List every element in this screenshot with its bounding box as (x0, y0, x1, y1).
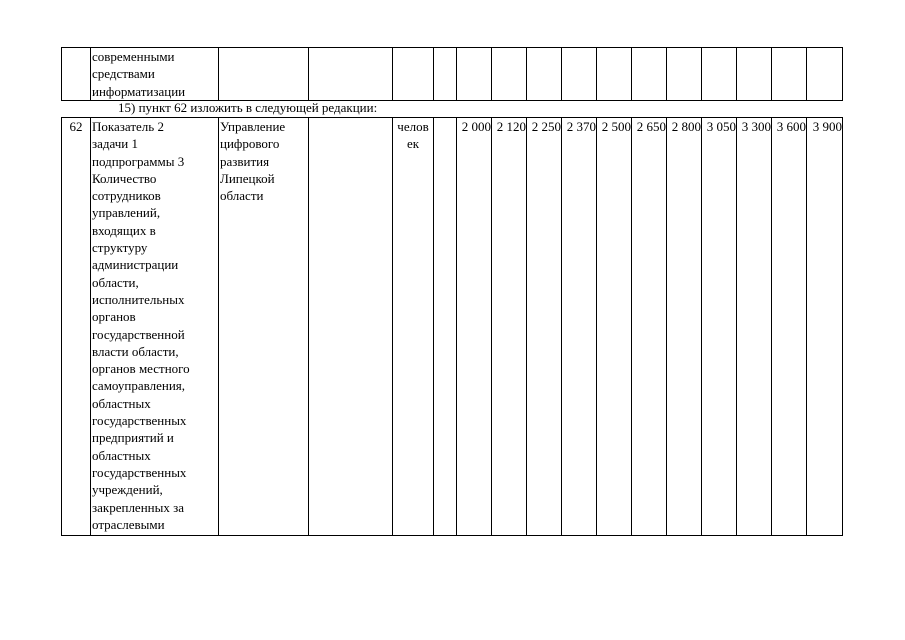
value-cell: 2 120 (492, 118, 527, 536)
value-cell (772, 48, 807, 101)
indicator-line: самоуправления, (92, 378, 186, 394)
indicator-line: современными (92, 49, 175, 64)
executor-line: Управление (220, 119, 286, 134)
empty-cell (309, 118, 393, 536)
value-cell: 2 800 (667, 118, 702, 536)
indicator-cell (91, 48, 219, 101)
table-top-fragment (61, 47, 843, 101)
indicator-line: учреждений, (92, 482, 163, 498)
indicator-line: информатизации (92, 83, 186, 99)
indicator-cell (91, 118, 219, 536)
unit-line: челов (397, 119, 429, 134)
empty-cell (434, 48, 457, 101)
row-number: 62 (62, 118, 91, 536)
table-row (62, 118, 843, 536)
value-cell: 3 600 (772, 118, 807, 536)
indicator-line: государственных (92, 464, 187, 480)
executor-cell (219, 118, 309, 536)
value-cell (457, 48, 492, 101)
indicator-line: задачи 1 (92, 136, 139, 152)
indicator-line: исполнительных (92, 291, 185, 307)
indicator-line: органов (92, 309, 136, 325)
value-cell (527, 48, 562, 101)
value-cell: 2 000 (457, 118, 492, 536)
value-cell (492, 48, 527, 101)
value-cell (667, 48, 702, 101)
executor-line: Липецкой (220, 170, 275, 186)
indicator-line: областных (92, 395, 151, 411)
executor-line: области (220, 188, 264, 204)
value-cell (562, 48, 597, 101)
value-cell (702, 48, 737, 101)
number-cell (62, 48, 91, 101)
indicator-line: управлений, (92, 205, 161, 221)
table-row-62 (61, 117, 843, 536)
executor-line: цифрового (220, 136, 280, 152)
value-cell: 3 300 (737, 118, 772, 536)
unit-cell (393, 118, 434, 536)
unit-line: ек (406, 136, 420, 152)
empty-cell (434, 118, 457, 536)
indicator-line: отраслевыми (92, 516, 165, 532)
instruction-text: 15) пункт 62 изложить в следующей редакции: (118, 100, 378, 115)
value-cell: 2 250 (527, 118, 562, 536)
indicator-line: областных (92, 447, 151, 463)
value-cell (597, 48, 632, 101)
value-cell: 3 900 (807, 118, 843, 536)
indicator-line: Количество (92, 170, 157, 186)
value-cell (632, 48, 667, 101)
indicator-line: предприятий и (92, 430, 174, 446)
value-cell (737, 48, 772, 101)
indicator-line: органов местного (92, 361, 190, 377)
value-cell: 2 500 (597, 118, 632, 536)
indicator-line: средствами (92, 66, 155, 82)
indicator-line: власти области, (92, 343, 179, 359)
value-cell (807, 48, 843, 101)
value-cell: 2 650 (632, 118, 667, 536)
indicator-line: закрепленных за (92, 499, 185, 515)
value-cell: 3 050 (702, 118, 737, 536)
executor-cell (219, 48, 309, 101)
indicator-line: государственных (92, 413, 187, 429)
table-row (62, 48, 843, 101)
indicator-line: администрации (92, 257, 179, 273)
indicator-line: государственной (92, 326, 185, 342)
unit-cell (393, 48, 434, 101)
indicator-line: подпрограммы 3 (92, 153, 185, 169)
empty-cell (309, 48, 393, 101)
indicator-line: структуру (92, 240, 148, 256)
indicator-line: входящих в (92, 222, 156, 238)
indicator-line: области, (92, 274, 139, 290)
indicator-line: Показатель 2 (92, 119, 164, 134)
executor-line: развития (220, 153, 270, 169)
indicator-line: сотрудников (92, 188, 161, 204)
value-cell: 2 370 (562, 118, 597, 536)
